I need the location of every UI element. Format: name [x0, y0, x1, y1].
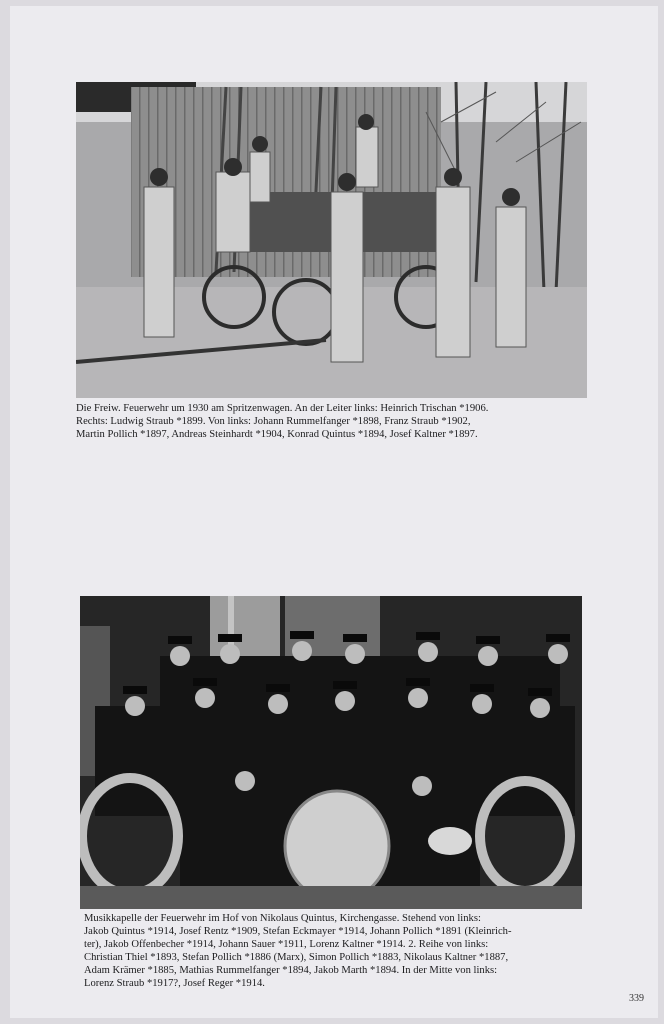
photo1-caption — [76, 402, 488, 441]
caption-line: Christian Thiel *1893, Stefan Pollich *1886 (Marx), Simon Pollich *1883, Nikolaus Kaltner *1887, — [84, 952, 509, 963]
photo2-caption — [84, 912, 512, 990]
caption-line: Martin Pollich *1897, Andreas Steinhardt *1904, Konrad Quintus *1894, Josef Kaltner *1897. — [76, 429, 478, 440]
caption-line: Musikkapelle der Feuerwehr im Hof von Nikolaus Quintus, Kirchengasse. Stehend von links: — [84, 913, 481, 924]
page-number: 339 — [629, 993, 644, 1004]
music-band-photo — [80, 596, 582, 909]
book-page — [10, 6, 658, 1018]
caption-line: Lorenz Straub *1917?, Josef Reger *1914. — [84, 978, 265, 989]
caption-line: Adam Krämer *1885, Mathias Rummelfanger *1894, Jakob Marth *1894. In der Mitte von links: — [84, 965, 498, 976]
caption-line: Die Freiw. Feuerwehr um 1930 am Spritzenwagen. An der Leiter links: Heinrich Trischan *1906. — [76, 403, 489, 414]
fire-brigade-photo — [76, 82, 587, 398]
caption-line: Rechts: Ludwig Straub *1899. Von links: Johann Rummelfanger *1898, Franz Straub *1902, — [76, 416, 471, 427]
caption-line: ter), Jakob Offenbecher *1914, Johann Sauer *1911, Lorenz Kaltner *1914. 2. Reihe von links: — [84, 939, 489, 950]
caption-line: Jakob Quintus *1914, Josef Rentz *1909, Stefan Eckmayer *1914, Johann Pollich *1891 (Kleinrich- — [84, 926, 512, 937]
